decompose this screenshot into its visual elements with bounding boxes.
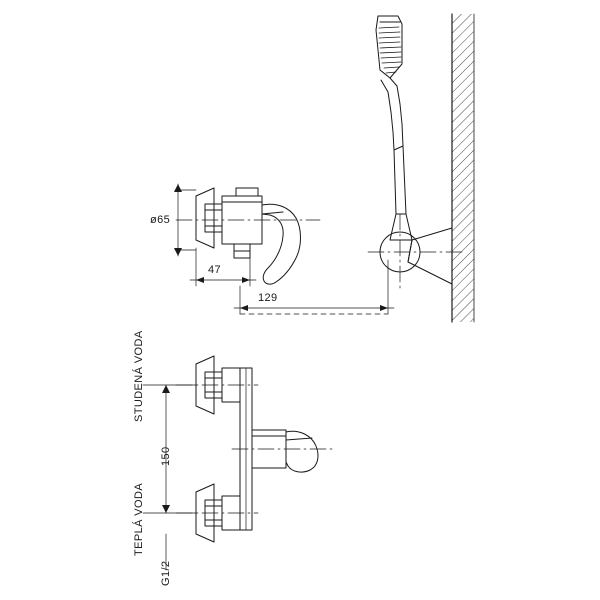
side-view-hand-shower <box>368 14 474 322</box>
dim-label-diameter-65: ø65 <box>150 214 171 226</box>
label-cold-water: STUDENÁ VODA <box>133 330 145 422</box>
dim-47 <box>190 248 256 286</box>
dim-label-47: 47 <box>208 264 222 276</box>
dim-label-129: 129 <box>258 292 278 304</box>
bottom-view-inlets <box>176 356 334 542</box>
front-view-mixer <box>176 188 320 284</box>
dim-label-g12: G1/2 <box>160 560 172 586</box>
label-hot-water: TEPLÁ VODA <box>133 482 145 556</box>
dim-129 <box>234 260 394 314</box>
dim-label-150: 150 <box>160 446 172 466</box>
